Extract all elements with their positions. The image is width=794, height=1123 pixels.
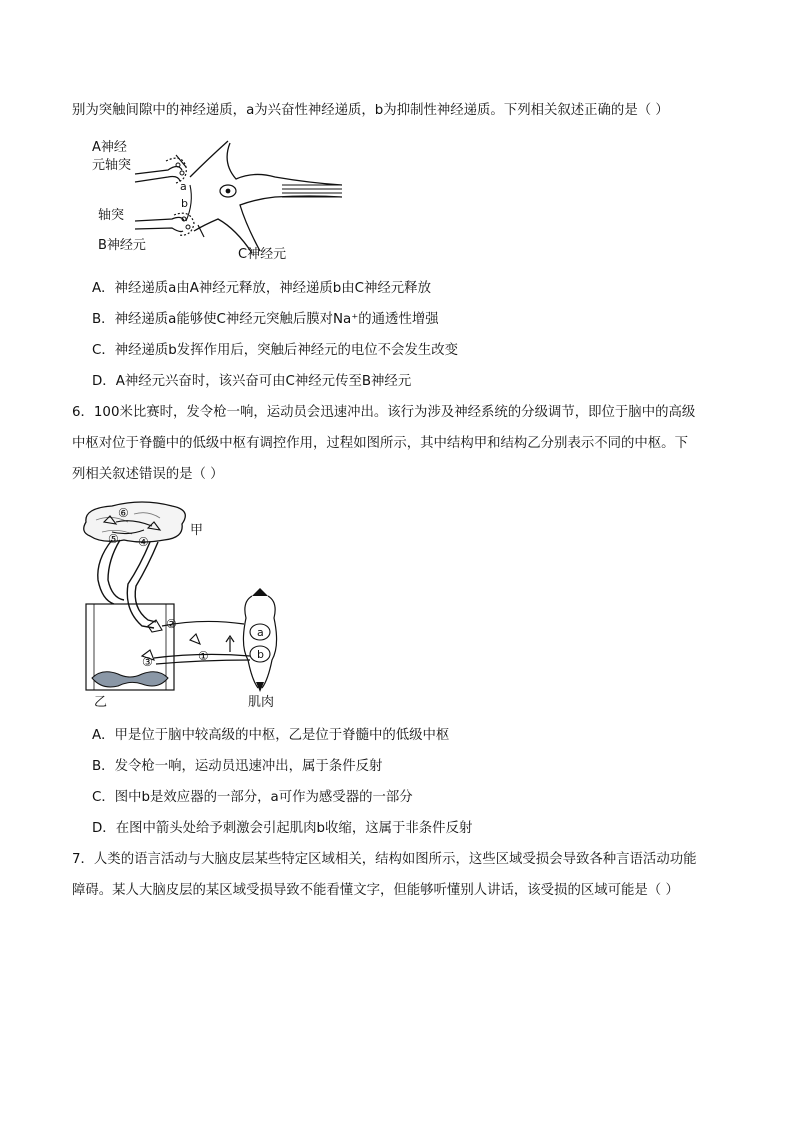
q5-option-d: D．A神经元兴奋时，该兴奋可由C神经元传至B神经元 xyxy=(92,374,412,389)
q5-stem-tail: 别为突触间隙中的神经递质，a为兴奋性神经递质，b为抑制性神经递质。下列相关叙述正确的是（ ） xyxy=(72,103,669,118)
q5-option-a: A．神经递质a由A神经元释放，神经递质b由C神经元释放 xyxy=(92,281,431,296)
label-a: a xyxy=(180,180,187,193)
label-n2: ② xyxy=(166,617,177,631)
label-yi: 乙 xyxy=(94,695,108,710)
q6-option-d: D．在图中箭头处给予刺激会引起肌肉b收缩，这属于非条件反射 xyxy=(92,821,473,836)
label-n1: ① xyxy=(198,649,209,663)
label-a: a xyxy=(257,626,264,639)
label-muscle: 肌肉 xyxy=(248,695,275,710)
label-c-neuron: C神经元 xyxy=(238,247,287,262)
label-n6: ⑥ xyxy=(118,506,129,520)
q5-option-c: C．神经递质b发挥作用后，突触后神经元的电位不会发生改变 xyxy=(92,343,459,358)
q7-stem-line-1: 7．人类的语言活动与大脑皮层某些特定区域相关，结构如图所示，这些区域受损会导致各种言语活动功能 xyxy=(72,852,697,867)
q6-stem-line-2: 中枢对位于脊髓中的低级中枢有调控作用，过程如图所示，其中结构甲和结构乙分别表示不同的中枢。下 xyxy=(72,436,688,451)
q7-stem-line-2: 障碍。某人大脑皮层的某区域受损导致不能看懂文字，但能够听懂别人讲话，该受损的区域可能是（ ） xyxy=(72,883,679,898)
label-a-axon-2: 元轴突 xyxy=(92,158,132,173)
synapse-diagram xyxy=(90,133,360,268)
label-n3: ③ xyxy=(142,655,153,669)
label-b: b xyxy=(181,197,188,210)
label-n4: ④ xyxy=(138,535,149,549)
q6-option-a: A．甲是位于脑中较高级的中枢，乙是位于脊髓中的低级中枢 xyxy=(92,728,450,743)
label-b-neuron: B神经元 xyxy=(98,238,146,253)
label-jia: 甲 xyxy=(190,523,204,538)
label-n5: ⑤ xyxy=(108,532,119,546)
q6-stem-line-3: 列相关叙述错误的是（ ） xyxy=(72,467,224,482)
q5-option-b: B．神经递质a能够使C神经元突触后膜对Na⁺的通透性增强 xyxy=(92,312,439,327)
q6-option-b: B．发令枪一响，运动员迅速冲出，属于条件反射 xyxy=(92,759,383,774)
reflex-figure xyxy=(72,500,302,712)
label-b: b xyxy=(257,648,264,661)
label-a-axon-1: A神经 xyxy=(92,140,127,155)
q6-option-c: C．图中b是效应器的一部分，a可作为感受器的一部分 xyxy=(92,790,413,805)
label-axon: 轴突 xyxy=(98,208,125,223)
synapse-figure xyxy=(90,133,360,268)
q6-stem-line-1: 6．100米比赛时，发令枪一响，运动员会迅速冲出。该行为涉及神经系统的分级调节，即位于脑中的高级 xyxy=(72,405,696,420)
reflex-diagram xyxy=(72,500,302,712)
